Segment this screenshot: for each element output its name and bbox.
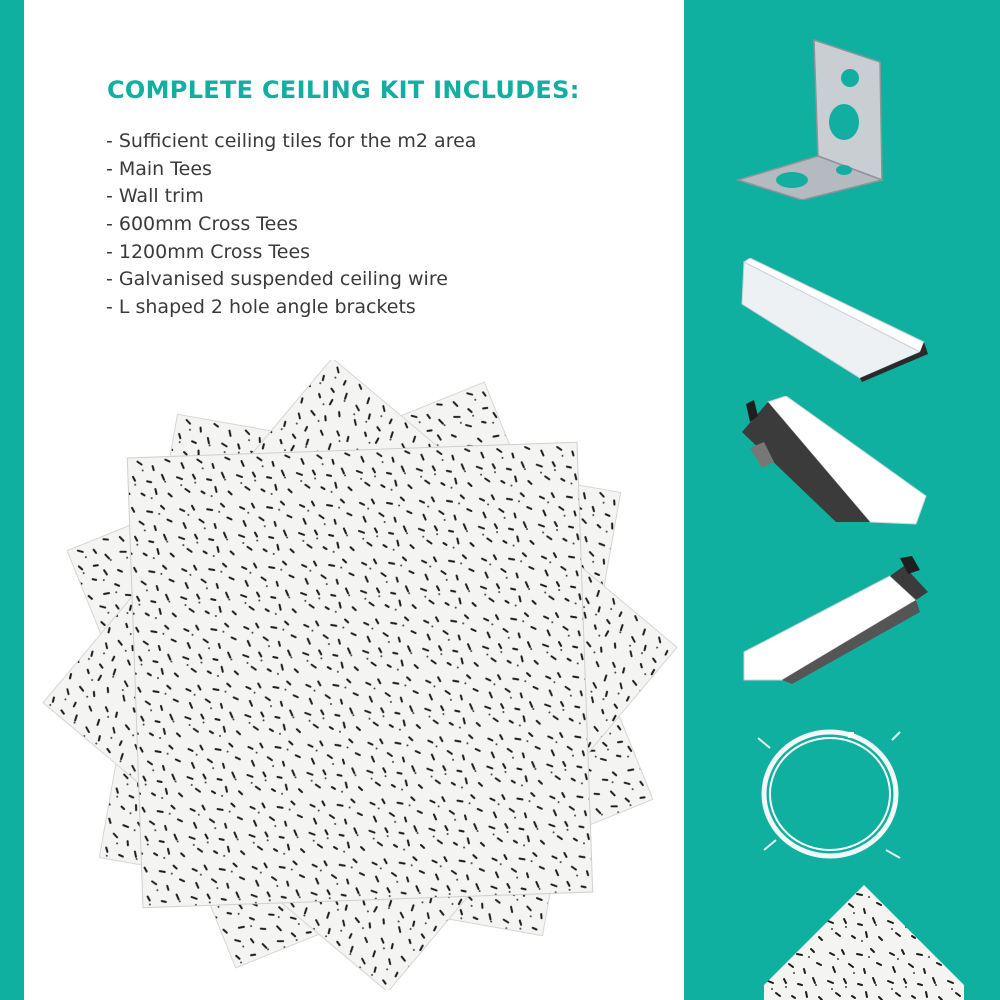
product-parts-panel [684,0,1000,1000]
list-item: - Wall trim [106,185,204,208]
ceiling-wire-image [756,722,906,862]
ceiling-tile-thumb-image [764,885,964,1000]
list-item: - 1200mm Cross Tees [106,240,311,263]
left-teal-strip [0,0,24,1000]
stacked-ceiling-tiles-image [40,360,680,990]
angle-bracket-image [732,30,902,200]
kit-items-list [106,128,476,322]
cross-tee-image [740,556,930,684]
kit-title: COMPLETE CEILING KIT INCLUDES: [107,76,580,104]
list-item: - Sufficient ceiling tiles for the m2 area [106,130,477,152]
main-tee-image [740,396,930,526]
wall-trim-image [740,258,930,383]
ceiling-tile [127,442,592,907]
list-item: - 600mm Cross Tees [106,213,298,236]
list-item: - L shaped 2 hole angle brackets [106,296,416,319]
list-item: - Main Tees [106,157,212,180]
list-item: - Galvanised suspended ceiling wire [106,268,448,291]
